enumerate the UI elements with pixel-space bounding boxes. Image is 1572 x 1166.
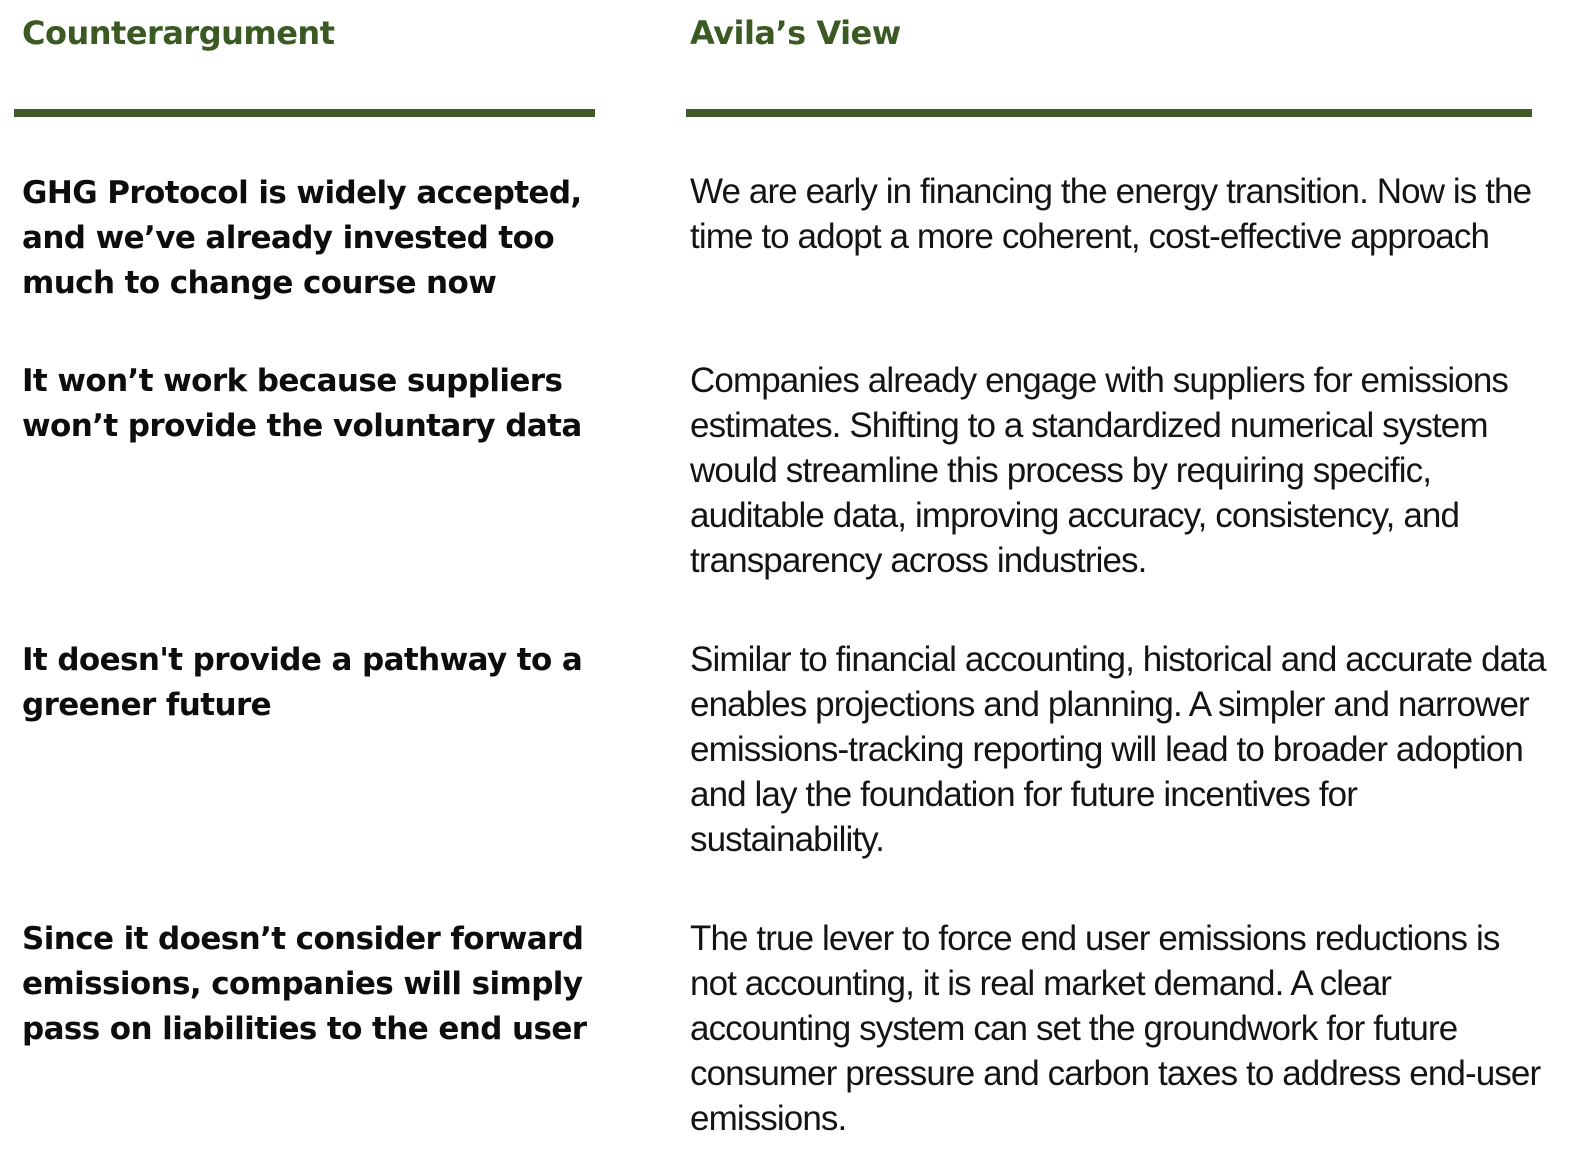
view-header-rule <box>686 109 1532 117</box>
row-4-view: The true lever to force end user emissions reductions is not accounting, it is real market demand. A clear accounting system can set the groundwork for future consumer pressure and carbon taxes to address end-user emissions. <box>690 919 1541 1138</box>
row-2-counterargument: It won’t work because suppliers won’t provide the voluntary data <box>22 363 582 444</box>
row-4-counterargument: Since it doesn’t consider forward emissions, companies will simply pass on liabilities to the end user <box>22 921 587 1047</box>
row-1-view: We are early in financing the energy transition. Now is the time to adopt a more coherent, cost-effective approach <box>690 172 1532 256</box>
row-3-view: Similar to financial accounting, historical and accurate data enables projections and planning. A simpler and narrower emissions-tracking reporting will lead to broader adoption and lay the foundation for future incentives for sustainability. <box>690 640 1546 859</box>
row-3-counterargument: It doesn't provide a pathway to a greener future <box>22 642 583 723</box>
counterargument-header-rule <box>14 109 595 117</box>
row-1-counterargument: GHG Protocol is widely accepted, and we’ve already invested too much to change course now <box>22 175 582 301</box>
counterargument-column-header: Counterargument <box>22 14 335 52</box>
view-column-header: Avila’s View <box>690 14 901 52</box>
row-2-view: Companies already engage with suppliers for emissions estimates. Shifting to a standardized numerical system would streamline this process by requiring specific, auditable data, improving accuracy, consistency, and transparency across industries. <box>690 361 1509 580</box>
